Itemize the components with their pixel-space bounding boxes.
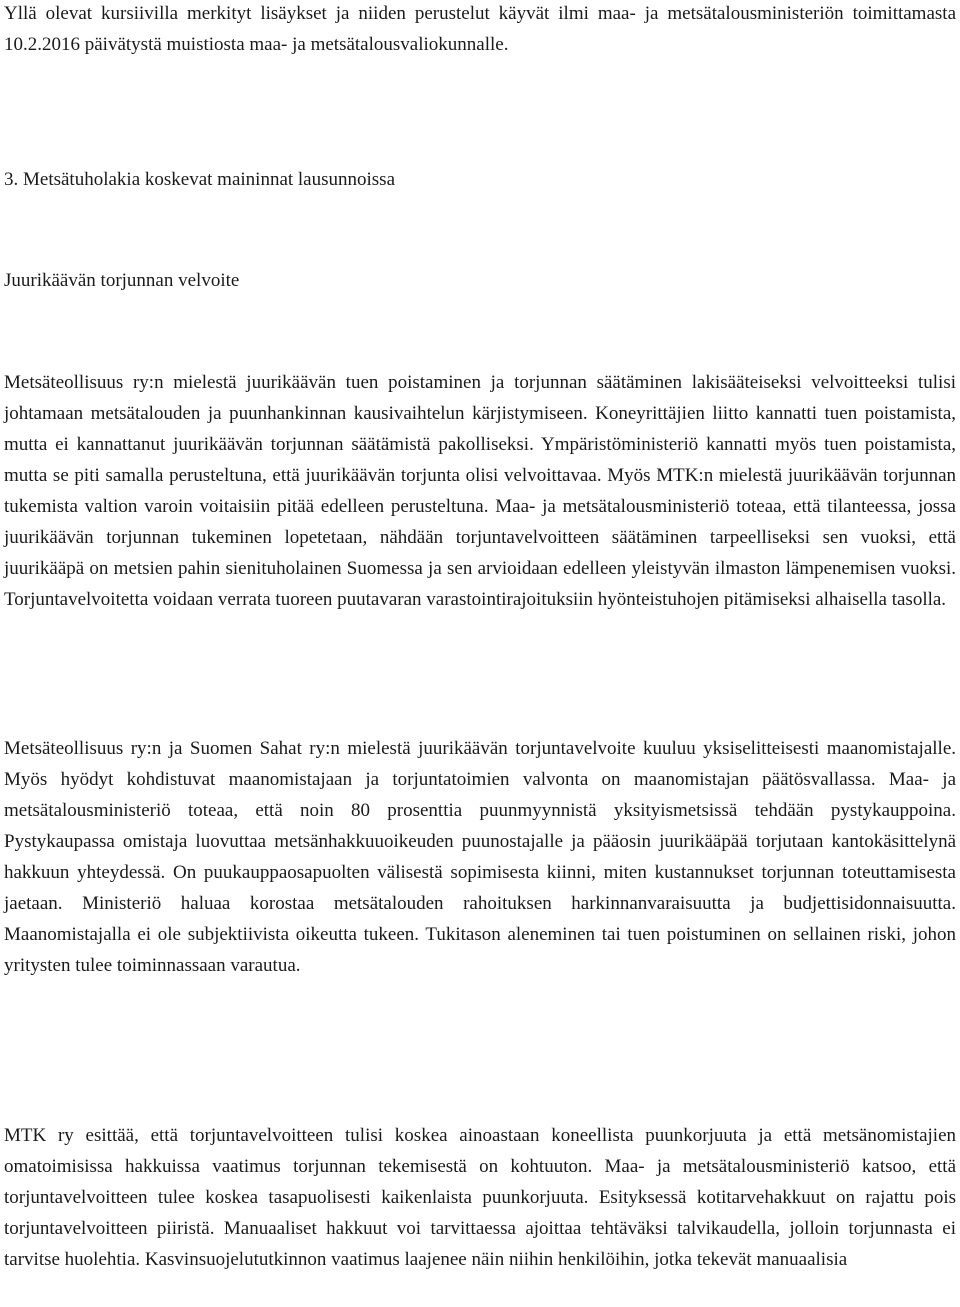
intro-paragraph: Yllä olevat kursiivilla merkityt lisäykset ja niiden perustelut käyvät ilmi maa- ja metsätalousministeriön toimittamasta 10.2.2016 päivätystä muistiosta maa- ja metsätalousvaliokunnalle. — [4, 3, 956, 55]
section-heading: 3. Metsätuholakia koskevat maininnat lausunnoissa — [4, 169, 396, 190]
paragraph-2: Metsäteollisuus ry:n ja Suomen Sahat ry:n mielestä juurikäävän torjuntavelvoite kuuluu yksiselitteisesti maanomistajalle. Myös hyödyt kohdistuvat maanomistajaan ja torjuntatoimien valvonta on maanomistajan päätösvallassa. Maa- ja metsätalousministeriö toteaa, että noin 80 prosenttia puunmyynnistä yksityismetsissä tehdään pystykauppoina. Pystykaupassa omistaja luovuttaa metsänhakkuuoikeuden puunostajalle ja pääosin juurikääpää torjutaan kantokäsittelynä hakkuun yhteydessä. On puukauppaosapuolten välisestä sopimisesta kiinni, miten kustannukset torjunnan toteuttamisesta jaetaan. Ministeriö haluaa korostaa metsätalouden rahoituksen harkinnanvaraisuutta ja budjettisidonnaisuutta. Maanomistajalla ei ole subjektiivista oikeutta tukeen. Tukitason aleneminen tai tuen poistuminen on sellainen riski, johon yritysten tulee toiminnassaan varautua. — [4, 738, 956, 976]
subheading: Juurikäävän torjunnan velvoite — [4, 270, 240, 291]
paragraph-1: Metsäteollisuus ry:n mielestä juurikäävän tuen poistaminen ja torjunnan säätäminen lakisääteiseksi velvoitteeksi tulisi johtamaan metsätalouden ja puunhankinnan kausivaihtelun kärjistymiseen. Koneyrittäjien liitto kannatti tuen poistamista, mutta ei kannattanut juurikäävän torjunnan säätämistä pakolliseksi. Ympäristöministeriö kannatti myös tuen poistamista, mutta se piti samalla perusteltuna, että juurikäävän torjunta olisi velvoittavaa. Myös MTK:n mielestä juurikäävän torjunnan tukemista valtion varoin voitaisiin pitää edelleen perusteltuna. Maa- ja metsätalousministeriö toteaa, että tilanteessa, jossa juurikäävän torjunnan tukeminen lopetetaan, nähdään torjuntavelvoitteen säätäminen tarpeelliseksi sen vuoksi, että juurikääpä on metsien pahin sienituholainen Suomessa ja sen arvioidaan edelleen yleistyvän ilmaston lämpenemisen vuoksi. Torjuntavelvoitetta voidaan verrata tuoreen puutavaran varastointirajoituksiin hyönteistuhojen pitämiseksi alhaisella tasolla. — [4, 372, 956, 610]
paragraph-3: MTK ry esittää, että torjuntavelvoitteen tulisi koskea ainoastaan koneellista puunkorjuuta ja että metsänomistajien omatoimisissa hakkuissa vaatimus torjunnan tekemisestä on kohtuuton. Maa- ja metsätalousministeriö katsoo, että torjuntavelvoitteen tulee koskea tasapuolisesti kaikenlaista puunkorjuuta. Esityksessä kotitarvehakkuut on rajattu pois torjuntavelvoitteen piiristä. Manuaaliset hakkuut voi tarvittaessa ajoittaa tehtäväksi talvikaudella, jolloin torjunnasta ei tarvitse huolehtia. Kasvinsuojelututkinnon vaatimus laajenee näin niihin henkilöihin, jotka tekevät manuaalisia — [4, 1125, 956, 1270]
